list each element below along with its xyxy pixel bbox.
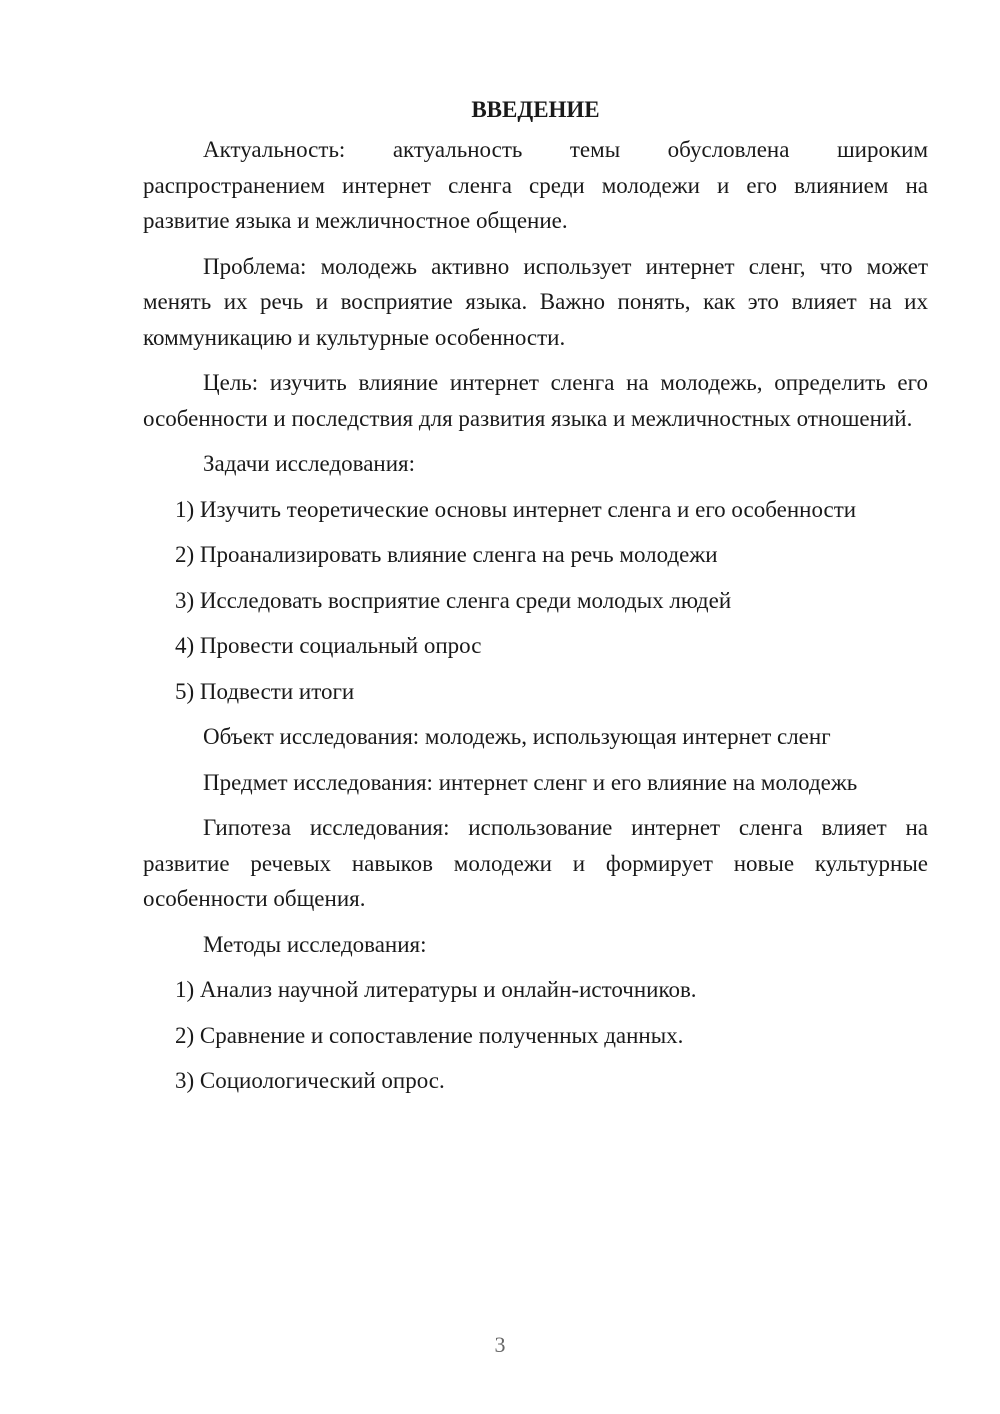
relevance-paragraph: Актуальность: актуальность темы обусловлена широким распространением интернет сленга среди молодежи и его влиянием на развитие языка и межличностное общение.	[143, 137, 928, 233]
task-item: 3) Исследовать восприятие сленга среди молодых людей	[175, 587, 732, 613]
research-object: Объект исследования: молодежь, использующая интернет сленг	[203, 724, 831, 749]
methods-heading: Методы исследования:	[203, 931, 427, 957]
task-item: 2) Проанализировать влияние сленга на речь молодежи	[175, 542, 718, 567]
hypothesis-paragraph: Гипотеза исследования: использование интернет сленга влияет на развитие речевых навыков молодежи и формирует новые культурные особенности общения.	[143, 815, 928, 911]
goal-paragraph: Цель: изучить влияние интернет сленга на молодежь, определить его особенности и последствия для развития языка и межличностных отношений.	[143, 370, 928, 431]
document-page	[143, 92, 928, 1109]
tasks-heading: Задачи исследования:	[203, 451, 416, 476]
section-title: ВВЕДЕНИЕ	[471, 97, 600, 122]
research-subject: Предмет исследования: интернет сленг и его влияние на молодежь	[203, 769, 858, 795]
task-item: 5) Подвести итоги	[175, 678, 355, 704]
problem-paragraph: Проблема: молодежь активно использует интернет сленг, что может менять их речь и восприятие языка. Важно понять, как это влияет на их коммуникацию и культурные особенности.	[143, 253, 928, 350]
method-item: 3) Социологический опрос.	[175, 1068, 445, 1093]
method-item: 1) Анализ научной литературы и онлайн-источников.	[175, 977, 697, 1002]
page-number: 3	[494, 1332, 506, 1357]
method-item: 2) Сравнение и сопоставление полученных данных.	[175, 1022, 684, 1048]
task-item: 1) Изучить теоретические основы интернет сленга и его особенности	[175, 496, 857, 522]
task-item: 4) Провести социальный опрос	[175, 633, 482, 658]
